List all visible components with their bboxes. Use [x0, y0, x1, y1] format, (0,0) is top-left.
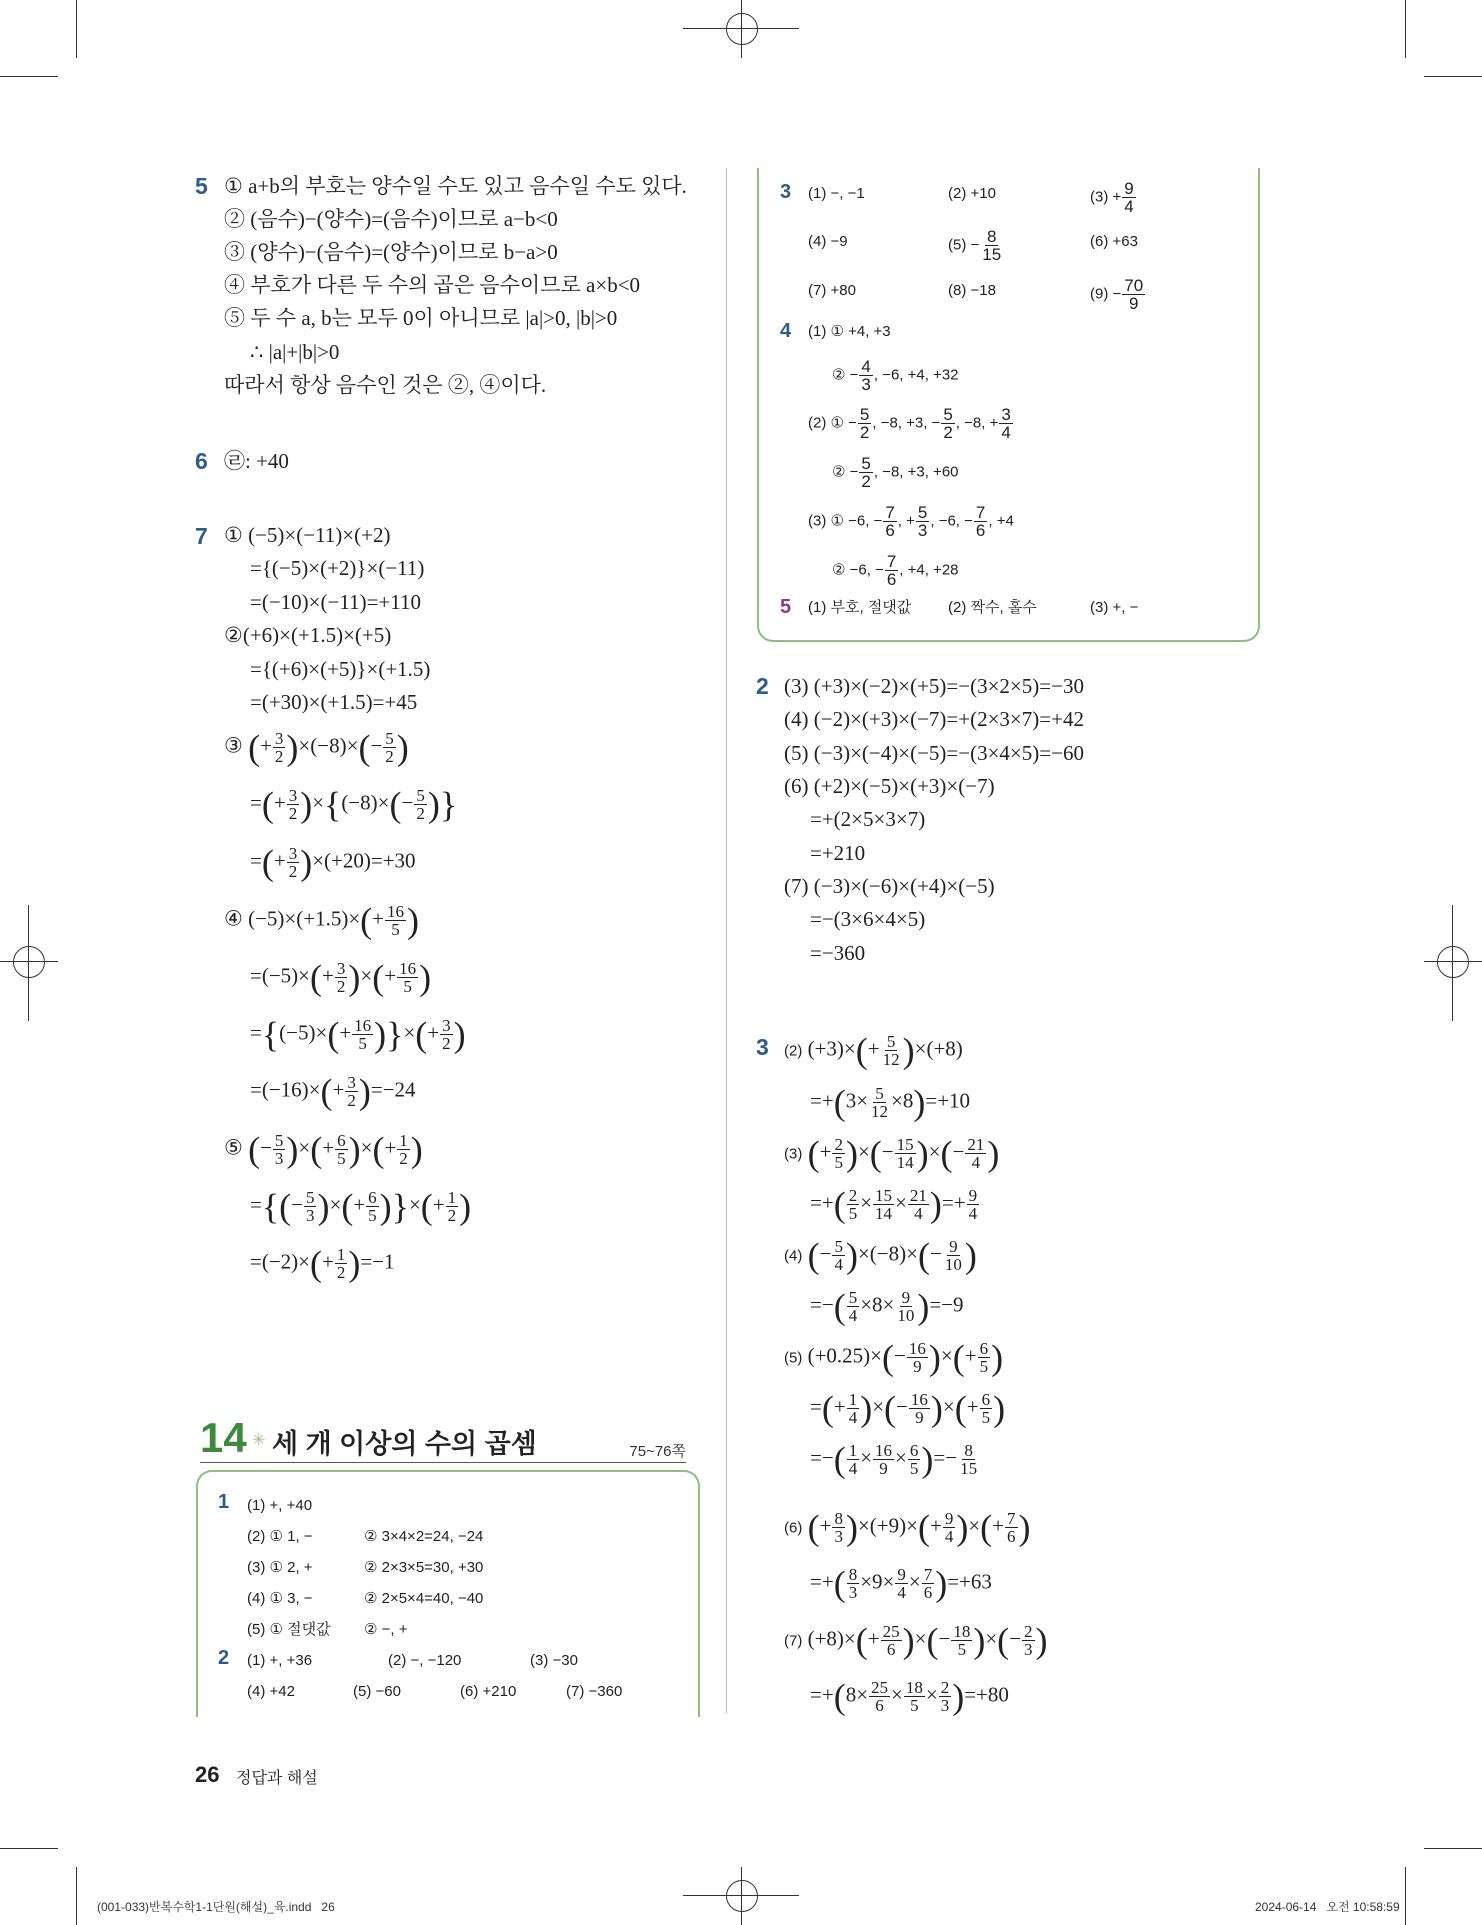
s14-q2-e: (5) −60 — [353, 1683, 401, 1700]
q6-answer: ㉣: +40 — [224, 449, 289, 473]
q7-line-2: ={(−5)×(+2)}×(−11) — [250, 556, 425, 580]
q7-3-line-3: =(+ $\frac{3}{2}$ )×(+20)=+30 — [250, 842, 416, 883]
s14-q1-right-4: ② 2×5×4=40, −40 — [364, 1590, 484, 1607]
box-q4-line-3: (2) ① − $\frac{5}{2}$ , −8, +3, − $\frac{5}{2}$ , −8, + $\frac{3}{4}$ — [808, 405, 1011, 442]
rc-q3-2-line-1: (2) (+3)×(+ $\frac{5}{12}$ )×(+8) — [784, 1030, 963, 1071]
section-title: 세 개 이상의 수의 곱셈 — [272, 1429, 537, 1459]
file-name: (001-033)반복수학1-1단원(해설)_육.indd 26 — [97, 1900, 335, 1914]
rc-q3-5-line-3: =−( $\frac{1}{4}$ × $\frac{16}{9}$ × $\frac{6}{5}$ )=− $\frac{8}{15}$ — [810, 1439, 978, 1480]
rc-q3-3-line-2: =+( $\frac{2}{5}$ × $\frac{15}{14}$ × $\frac{21}{4}$ )=+ $\frac{9}{4}$ — [810, 1184, 978, 1225]
q7-line-4: ②(+6)×(+1.5)×(+5) — [224, 623, 392, 647]
q7-3-line-1: ③ (+ $\frac{3}{2}$ )×(−8)×(− $\frac{5}{2}$ ) — [224, 727, 409, 768]
s14-q2-c: (3) −30 — [530, 1652, 578, 1669]
section-underline — [200, 1462, 686, 1463]
q7-line-3: =(−10)×(−11)=+110 — [250, 590, 421, 614]
question-number-7: 7 — [195, 523, 208, 549]
question-number-5: 5 — [195, 173, 208, 199]
rc-q2-line-4: (6) (+2)×(−5)×(+3)×(−7) — [784, 774, 995, 798]
q7-5-line-2: ={(− $\frac{5}{3}$ )×(+ $\frac{6}{5}$ )}×(+ $\frac{1}{2}$ ) — [250, 1186, 472, 1227]
box-q3-2: (2) +10 — [948, 185, 996, 202]
s14-q1-number: 1 — [218, 1491, 230, 1513]
s14-q2-a: (1) +, +36 — [247, 1652, 313, 1669]
rc-q3-6-line-2: =+( $\frac{8}{3}$ ×9× $\frac{9}{4}$ × $\frac{7}{6}$ )=+63 — [810, 1563, 992, 1604]
rc-q3-number: 3 — [756, 1034, 769, 1060]
s14-q2-g: (7) −360 — [566, 1683, 623, 1700]
section-header — [200, 1414, 686, 1461]
print-timestamp: 2024-06-14 오전 10:58:59 — [1255, 1900, 1400, 1914]
rc-q2-line-2: (4) (−2)×(+3)×(−7)=+(2×3×7)=+42 — [784, 707, 1084, 731]
rc-q2-line-7: (7) (−3)×(−6)×(+4)×(−5) — [784, 874, 995, 898]
rc-q2-line-6: =+210 — [810, 841, 866, 865]
q7-4-line-4: =(−16)×(+ $\frac{3}{2}$ )=−24 — [250, 1071, 416, 1112]
q5-line-4: ④ 부호가 다른 두 수의 곱은 음수이므로 a×b<0 — [224, 273, 641, 297]
box-q3-9: (9) − $\frac{70}{9}$ — [1090, 276, 1144, 313]
rc-q2-line-8: =−(3×6×4×5) — [810, 907, 926, 931]
q7-4-line-3: ={(−5)×(+ $\frac{16}{5}$ )}×(+ $\frac{3}{2}$ ) — [250, 1014, 466, 1055]
rc-q3-5-line-2: =(+ $\frac{1}{4}$ )×(− $\frac{16}{9}$ )×(+ $\frac{6}{5}$ ) — [810, 1388, 1006, 1429]
s14-q2-d: (4) +42 — [247, 1683, 295, 1700]
box-q4-line-1: (1) ① +4, +3 — [808, 323, 891, 340]
q5-line-6: ∴ |a|+|b|>0 — [250, 340, 340, 364]
q7-line-1: ① (−5)×(−11)×(+2) — [224, 523, 391, 547]
rc-q3-5-line-1: (5) (+0.25)×(− $\frac{16}{9}$ )×(+ $\frac{6}{5}$ ) — [784, 1337, 1004, 1378]
q7-5-line-3: =(−2)×(+ $\frac{1}{2}$ )=−1 — [250, 1243, 395, 1284]
q5-line-2: ② (음수)−(양수)=(음수)이므로 a−b<0 — [224, 207, 558, 231]
s14-q1-right-5: ② −, + — [364, 1621, 408, 1638]
q5-line-1: ① a+b의 부호는 양수일 수도 있고 음수일 수도 있다. — [224, 174, 687, 198]
box-q3-6: (6) +63 — [1090, 233, 1138, 250]
box-q5-2: (2) 짝수, 홀수 — [948, 599, 1037, 616]
rc-q2-line-1: (3) (+3)×(−2)×(+5)=−(3×2×5)=−30 — [784, 674, 1084, 698]
s14-q2-f: (6) +210 — [460, 1683, 517, 1700]
rc-q3-4-line-2: =−( $\frac{5}{4}$ ×8× $\frac{9}{10}$ )=−9 — [810, 1286, 964, 1327]
section-star-icon: ✳ — [252, 1432, 266, 1449]
q5-line-3: ③ (양수)−(음수)=(양수)이므로 b−a>0 — [224, 240, 558, 264]
rc-q3-3-line-1: (3) (+ $\frac{2}{5}$ )×(− $\frac{15}{14}$ )×(− $\frac{21}{4}$ ) — [784, 1133, 1000, 1174]
q5-line-5: ⑤ 두 수 a, b는 모두 0이 아니므로 |a|>0, |b|>0 — [224, 306, 618, 330]
box-q4-number: 4 — [780, 320, 792, 342]
box-q4-line-6: ② −6, − $\frac{7}{6}$ , +4, +28 — [832, 552, 959, 589]
q7-3-line-2: =(+ $\frac{3}{2}$ )×{(−8)×(− $\frac{5}{2}$ )} — [250, 784, 458, 825]
rc-q3-7-line-2: =+(8× $\frac{25}{6}$ × $\frac{18}{5}$ × $\frac{2}{3}$ )=+80 — [810, 1676, 1009, 1717]
rc-q3-2-line-2: =+(3× $\frac{5}{12}$ ×8)=+10 — [810, 1082, 971, 1123]
rc-q2-line-5: =+(2×5×3×7) — [810, 807, 926, 831]
rc-q2-line-3: (5) (−3)×(−4)×(−5)=−(3×4×5)=−60 — [784, 741, 1084, 765]
box-q5-1: (1) 부호, 절댓값 — [808, 599, 912, 616]
s14-q1-line-2: (2) ① 1, − — [247, 1528, 313, 1545]
rc-q2-number: 2 — [756, 673, 769, 699]
box-q4-line-5: (3) ① −6, − $\frac{7}{6}$ , + $\frac{5}{3}$ , −6, − $\frac{7}{6}$ , +4 — [808, 503, 1014, 540]
s14-q2-number: 2 — [218, 1647, 230, 1669]
question-number-6: 6 — [195, 448, 208, 474]
box-q3-4: (4) −9 — [808, 233, 848, 250]
box-q3-3: (3) + $\frac{9}{4}$ — [1090, 179, 1134, 216]
section-number: 14 — [200, 1414, 247, 1461]
box-q3-8: (8) −18 — [948, 282, 996, 299]
box-q4-line-2: ② − $\frac{4}{3}$ , −6, +4, +32 — [832, 357, 959, 394]
box-q4-line-4: ② − $\frac{5}{2}$ , −8, +3, +60 — [832, 454, 959, 491]
s14-q1-line-4: (4) ① 3, − — [247, 1590, 313, 1607]
box-q3-7: (7) +80 — [808, 282, 856, 299]
s14-q2-b: (2) −, −120 — [388, 1652, 462, 1669]
q7-line-6: =(+30)×(+1.5)=+45 — [250, 690, 418, 714]
rc-q3-7-line-1: (7) (+8)×(+ $\frac{25}{6}$ )×(− $\frac{18}{5}$ )×(− $\frac{2}{3}$ ) — [784, 1620, 1048, 1661]
s14-q1-line-3: (3) ① 2, + — [247, 1559, 313, 1576]
q7-4-line-1: ④ (−5)×(+1.5)×(+ $\frac{16}{5}$ ) — [224, 900, 420, 941]
rc-q2-line-9: =−360 — [810, 941, 866, 965]
q7-line-5: ={(+6)×(+5)}×(+1.5) — [250, 657, 431, 681]
page-section-label: 정답과 해설 — [236, 1770, 318, 1787]
q7-4-line-2: =(−5)×(+ $\frac{3}{2}$ )×(+ $\frac{16}{5}$ ) — [250, 957, 432, 998]
column-divider — [726, 168, 727, 1713]
page-number: 26 — [195, 1762, 220, 1787]
s14-q1-right-3: ② 2×3×5=30, +30 — [364, 1559, 484, 1576]
box-q3-1: (1) −, −1 — [808, 185, 865, 202]
box-q5-number: 5 — [780, 596, 792, 618]
box-q3-5: (5) − $\frac{8}{15}$ — [948, 227, 1002, 264]
section-pages: 75~76쪽 — [629, 1443, 686, 1460]
s14-q1-line-5: (5) ① 절댓값 — [247, 1621, 331, 1638]
box-q5-3: (3) +, − — [1090, 599, 1139, 616]
s14-q1-right-2: ② 3×4×2=24, −24 — [364, 1528, 484, 1545]
q7-5-line-1: ⑤ (− $\frac{5}{3}$ )×(+ $\frac{6}{5}$ )×(+ $\frac{1}{2}$ ) — [224, 1129, 423, 1170]
rc-q3-6-line-1: (6) (+ $\frac{8}{3}$ )×(+9)×(+ $\frac{9}{4}$ )×(+ $\frac{7}{6}$ ) — [784, 1507, 1031, 1548]
s14-q1-line-1: (1) +, +40 — [247, 1497, 313, 1514]
box-q3-number: 3 — [780, 181, 792, 203]
q5-line-7: 따라서 항상 음수인 것은 ②, ④이다. — [224, 373, 547, 397]
rc-q3-4-line-1: (4) (− $\frac{5}{4}$ )×(−8)×(− $\frac{9}{10}$ ) — [784, 1235, 977, 1276]
